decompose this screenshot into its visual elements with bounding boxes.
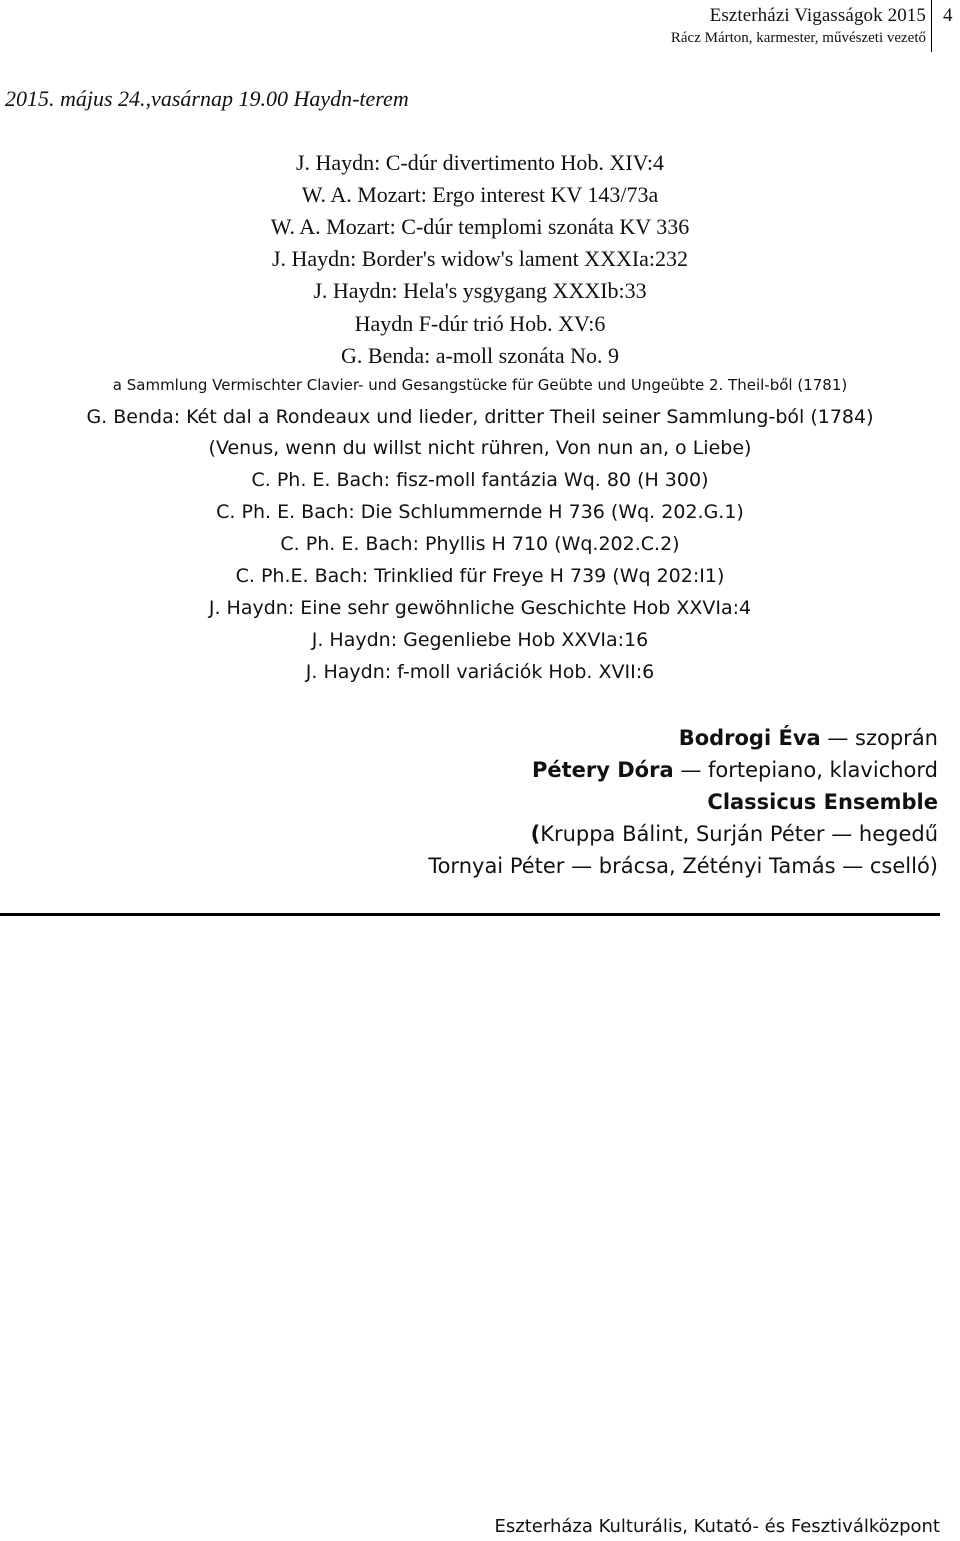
- page-footer: Eszterháza Kulturális, Kutató- és Fesztiválközpont: [494, 1516, 940, 1537]
- program-item: C. Ph. E. Bach: Phyllis H 710 (Wq.202.C.2): [280, 533, 680, 555]
- page-header: [0, 0, 960, 56]
- page-number: 4: [943, 5, 953, 26]
- program-item: G. Benda: Két dal a Rondeaux und lieder, dritter Theil seiner Sammlung-ból (1784): [86, 406, 874, 428]
- program-item: J. Haydn: Hela's ysgygang XXXIb:33: [313, 278, 647, 303]
- program-item: (Venus, wenn du willst nicht rühren, Von nun an, o Liebe): [208, 437, 752, 459]
- program-item: J. Haydn: Border's widow's lament XXXIa:232: [271, 246, 689, 271]
- program-item: J. Haydn: Gegenliebe Hob XXVIa:16: [311, 629, 649, 651]
- program-item-note: a Sammlung Vermischter Clavier- und Gesangstücke für Geübte und Ungeübte 2. Theil-ből (1781): [112, 376, 848, 394]
- program-item: C. Ph.E. Bach: Trinklied für Freye H 739 (Wq 202:I1): [235, 565, 725, 587]
- performer-line: [428, 754, 938, 786]
- header-title: Eszterházi Vigasságok 2015: [709, 5, 926, 26]
- open-parenthesis: (: [530, 822, 541, 846]
- event-date-venue: 2015. május 24.,vasárnap 19.00 Haydn-terem: [5, 86, 409, 111]
- header-divider: [931, 0, 932, 52]
- program-item: W. A. Mozart: C-dúr templomi szonáta KV 336: [270, 214, 690, 239]
- ensemble-members-line: [428, 818, 938, 850]
- performer-role: — fortepiano, klavichord: [673, 758, 938, 782]
- program-item: J. Haydn: Eine sehr gewöhnliche Geschichte Hob XXVIa:4: [208, 597, 752, 619]
- performer-role: — szoprán: [820, 726, 938, 750]
- ensemble-name: Classicus Ensemble: [707, 790, 938, 814]
- performer-name: Pétery Dóra: [531, 758, 674, 782]
- program-item: J. Haydn: f-moll variációk Hob. XVII:6: [305, 661, 655, 683]
- program-item: Haydn F-dúr trió Hob. XV:6: [354, 311, 606, 336]
- header-subtitle: Rácz Márton, karmester, művészeti vezető: [670, 30, 926, 46]
- performers-block: [428, 722, 938, 882]
- program-item: G. Benda: a-moll szonáta No. 9: [341, 343, 619, 368]
- program-item: C. Ph. E. Bach: Die Schlummernde H 736 (Wq. 202.G.1): [216, 501, 744, 523]
- program-item: C. Ph. E. Bach: fisz-moll fantázia Wq. 80 (H 300): [251, 469, 709, 491]
- program-item: W. A. Mozart: Ergo interest KV 143/73a: [301, 182, 659, 207]
- program-item: J. Haydn: C-dúr divertimento Hob. XIV:4: [295, 150, 665, 175]
- header-text-block: [671, 6, 926, 50]
- ensemble-members-line: Tornyai Péter — brácsa, Zétényi Tamás — cselló): [428, 854, 938, 878]
- performer-line: [428, 722, 938, 754]
- footer-divider: [0, 913, 940, 916]
- performer-name: Bodrogi Éva: [678, 726, 821, 750]
- ensemble-members: Kruppa Bálint, Surján Péter — hegedű: [540, 822, 938, 846]
